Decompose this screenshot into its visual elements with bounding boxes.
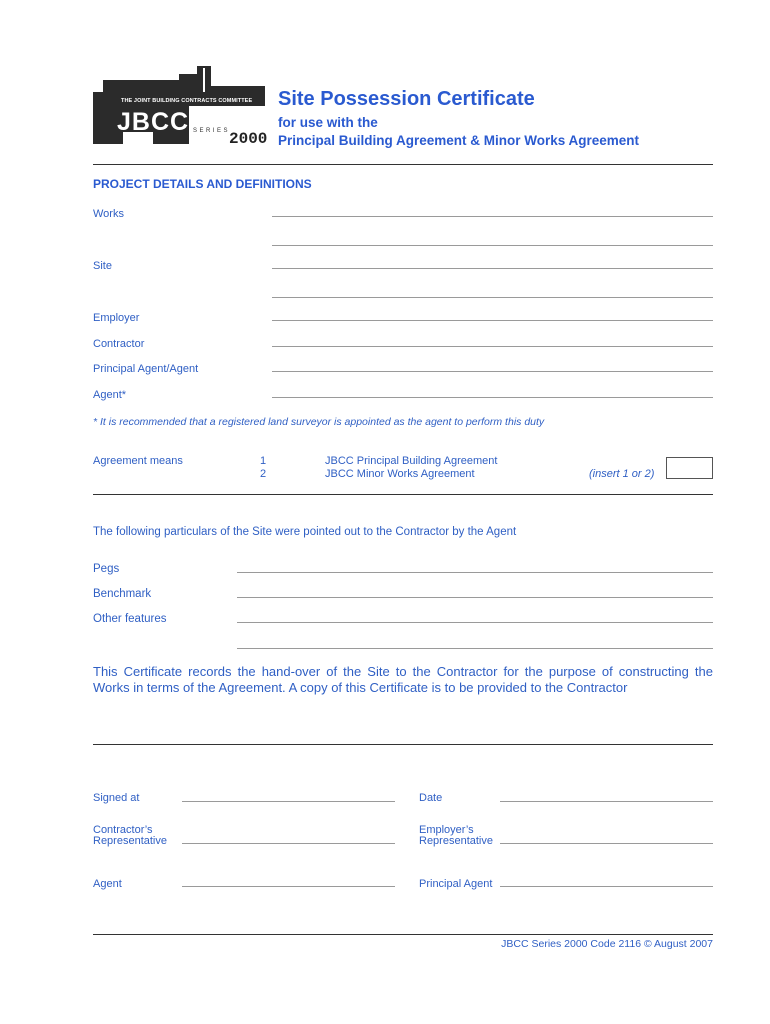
- date-label: Date: [419, 792, 443, 804]
- site-label: Site: [93, 260, 112, 272]
- agreement-insert-hint: (insert 1 or 2): [589, 468, 655, 480]
- signed-at-field[interactable]: [182, 801, 395, 802]
- page-title: Site Possession Certificate: [278, 88, 535, 110]
- employer-label: Employer: [93, 312, 140, 324]
- contractor-label: Contractor: [93, 338, 145, 350]
- works-field-1[interactable]: [272, 216, 713, 217]
- agent-field[interactable]: [272, 397, 713, 398]
- other-features-field-2[interactable]: [237, 648, 713, 649]
- section-heading-project: PROJECT DETAILS AND DEFINITIONS: [93, 177, 312, 191]
- date-field[interactable]: [500, 801, 713, 802]
- signature-agent-field[interactable]: [182, 886, 395, 887]
- statement-divider: [93, 744, 713, 745]
- pegs-field[interactable]: [237, 572, 713, 573]
- agreement-label: Agreement means: [93, 455, 183, 467]
- employer-rep-label-line1: Employer’s: [419, 824, 474, 836]
- page-subtitle-line2: Principal Building Agreement & Minor Works Agreement: [278, 133, 640, 148]
- employer-rep-field[interactable]: [500, 843, 713, 844]
- agreement-option-1-number: 1: [260, 455, 267, 467]
- agreement-divider: [93, 494, 713, 495]
- contractor-rep-field[interactable]: [182, 843, 395, 844]
- other-features-label: Other features: [93, 613, 167, 625]
- agreement-option-1-name: JBCC Principal Building Agreement: [325, 455, 498, 467]
- works-field-2[interactable]: [272, 245, 713, 246]
- principal-agent-label: Principal Agent/Agent: [93, 363, 199, 375]
- agreement-option-2-name: JBCC Minor Works Agreement: [325, 468, 475, 480]
- benchmark-field[interactable]: [237, 597, 713, 598]
- logo-committee-text: THE JOINT BUILDING CONTRACTS COMMITTEE: [121, 98, 253, 104]
- agent-label: Agent*: [93, 389, 127, 401]
- logo-brand-text: JBCC: [117, 108, 190, 136]
- footer-divider: [93, 934, 713, 935]
- particulars-intro: The following particulars of the Site were pointed out to the Contractor by the Agent: [93, 526, 517, 538]
- site-field-2[interactable]: [272, 297, 713, 298]
- signature-principal-agent-field[interactable]: [500, 886, 713, 887]
- logo-series-year: 2000: [229, 130, 268, 148]
- contractor-rep-label-line2: Representative: [93, 835, 167, 847]
- benchmark-label: Benchmark: [93, 588, 152, 600]
- works-label: Works: [93, 208, 124, 220]
- principal-agent-field[interactable]: [272, 371, 713, 372]
- agreement-option-2-number: 2: [260, 468, 267, 480]
- signature-principal-agent-label: Principal Agent: [419, 878, 493, 890]
- contractor-field[interactable]: [272, 346, 713, 347]
- agent-note: * It is recommended that a registered land surveyor is appointed as the agent to perform this duty: [93, 416, 545, 428]
- logo-series-word: SERIES: [193, 128, 231, 134]
- certificate-statement: This Certificate records the hand-over of the Site to the Contractor for the purpose of constructing the Works in terms of the Agreement. A copy of this Certificate is to be provided to the Contractor: [93, 664, 713, 695]
- footer-code: JBCC Series 2000 Code 2116 © August 2007: [501, 938, 713, 950]
- page-subtitle-line1: for use with the: [278, 115, 378, 130]
- other-features-field-1[interactable]: [237, 622, 713, 623]
- agreement-choice-box[interactable]: [666, 457, 713, 479]
- employer-field[interactable]: [272, 320, 713, 321]
- jbcc-logo: [93, 64, 268, 149]
- pegs-label: Pegs: [93, 563, 120, 575]
- employer-rep-label-line2: Representative: [419, 835, 493, 847]
- site-field-1[interactable]: [272, 268, 713, 269]
- header-divider: [93, 164, 713, 165]
- contractor-rep-label-line1: Contractor’s: [93, 824, 153, 836]
- signature-agent-label: Agent: [93, 878, 122, 890]
- signed-at-label: Signed at: [93, 792, 140, 804]
